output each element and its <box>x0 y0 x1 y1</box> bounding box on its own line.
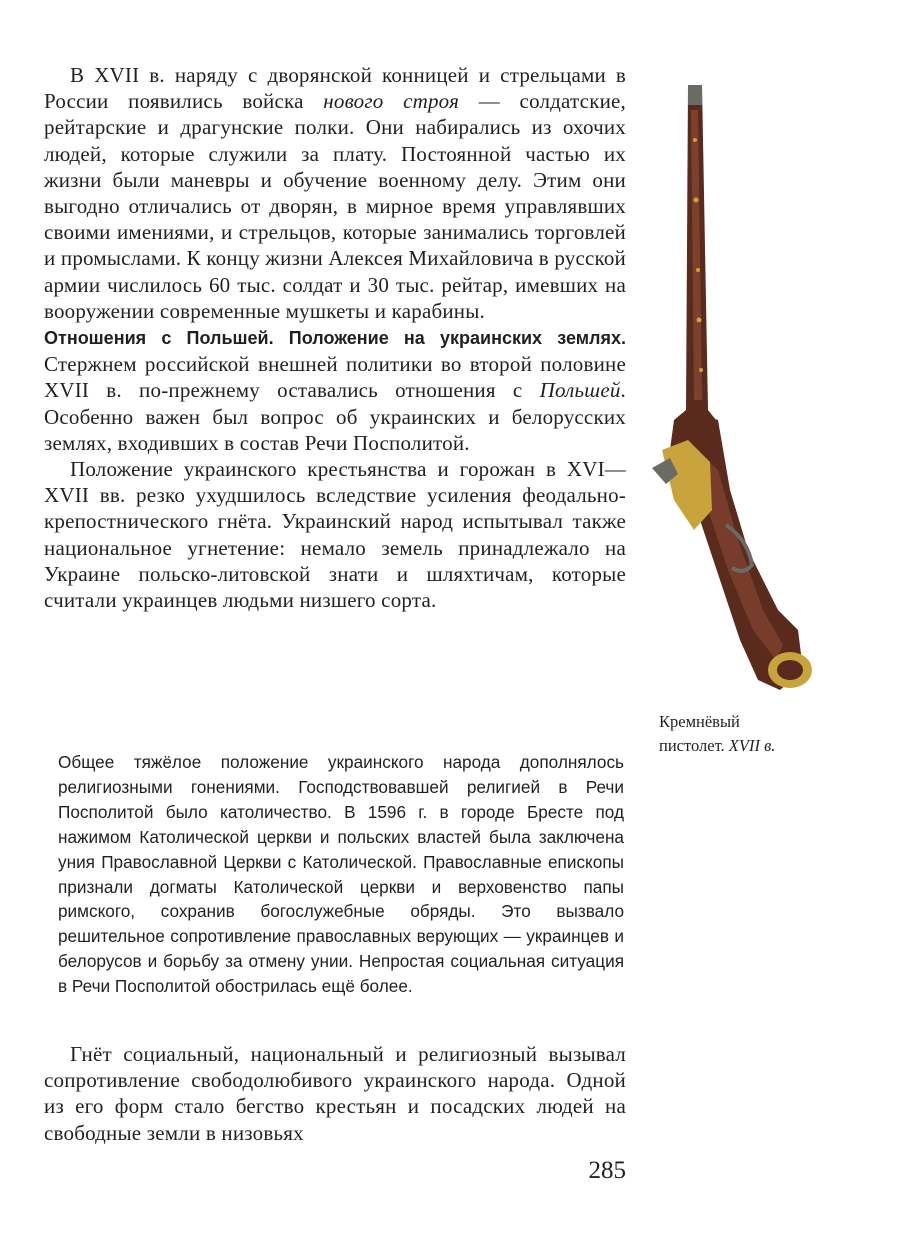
illustration-caption <box>659 710 879 758</box>
caption-line-1: Кремнёвый <box>659 712 740 731</box>
pistol-muzzle <box>688 85 702 105</box>
text-run: Стержнем российской внешней политики во второй половине XVII в. по-прежнему оставались отношения с <box>44 352 626 403</box>
text-run: В XVII в. наряду с дворянской конницей и стрельцами в России появились войска <box>44 63 626 114</box>
section-heading: Отношения с Польшей. Положение на украинских землях. <box>44 328 626 349</box>
emphasized-term: нового строя <box>323 89 460 114</box>
caption-date: XVII в. <box>728 736 776 755</box>
paragraph-new-regiments <box>44 62 626 324</box>
paragraph-ukrainian-peasantry: Положение украинского крестьянства и горожан в XVI—XVII вв. резко ухудшилось вследствие усиления феодально-крепостнического гнёта. Украинский народ испытывал также национальное угнетение: немало земель принадлежало на Украине польско-литовской знати и шляхтичам, которые считали украинцев людьми низшего сорта. <box>44 457 626 613</box>
closing-text-block <box>44 1041 626 1146</box>
paragraph-relations-poland <box>44 324 626 456</box>
caption-text: пистолет. <box>659 736 729 755</box>
caption-line-2 <box>659 734 879 758</box>
main-text-block <box>44 62 626 613</box>
emphasized-term: Польшей <box>539 378 621 403</box>
page-number: 285 <box>588 1157 626 1184</box>
text-run: — солдатские, рейтарские и драгунские полки. Они набирались из охочих людей, которые служили за плату. Постоянной частью их жизни были маневры и обучение военному делу. Этим они выгодно отличались от дворян, в мирное время управлявших своими имениями, и стрельцов, которые занимались торговлей и промыслами. К концу жизни Алексея Михайловича в русской армии числилось 60 тыс. солдат и 30 тыс. рейтар, имевших на вооружении современные мушкеты и карабины. <box>44 89 626 323</box>
supplementary-text-block <box>58 750 624 999</box>
paragraph-resistance: Гнёт социальный, национальный и религиозный вызывал сопротивление свободолюбивого украинского народа. Одной из его форм стало бегство крестьян и посадских людей на свободные земли в низовьях <box>44 1042 626 1145</box>
flintlock-pistol-illustration <box>648 70 828 710</box>
paragraph-religious-persecution: Общее тяжёлое положение украинского народа дополнялось религиозными гонениями. Господствовавшей религией в Речи Посполитой было католичество. В 1596 г. в городе Бресте под нажимом Католической церкви и польских властей была заключена уния Православной Церкви с Католической. Православные епископы признали догматы Католической церкви и верховенство папы римского, сохранив богослужебные обряды. Это вызвало решительное сопротивление православных верующих — украинцев и белорусов и борьбу за отмену унии. Непростая социальная ситуация в Речи Посполитой обострилась ещё более. <box>58 752 624 997</box>
text-run: . Особенно важен был вопрос об украинских и белорусских землях, входивших в состав Речи Посполитой. <box>44 378 626 455</box>
